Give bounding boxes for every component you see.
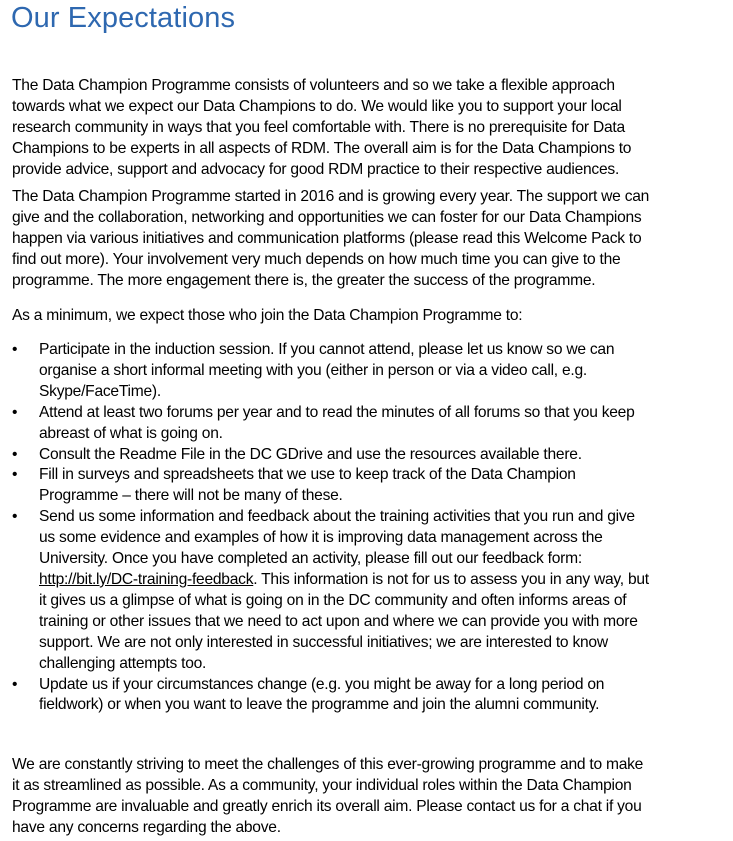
text-line: Skype/FaceTime). bbox=[39, 382, 161, 400]
text-line: Champions to be experts in all aspects of RDM. The overall aim is for the Data Champions to bbox=[12, 139, 632, 157]
text-line: research community in ways that you feel comfortable with. There is no prerequisite for Data bbox=[12, 118, 625, 136]
text-line: Participate in the induction session. If you cannot attend, please let us know so we can bbox=[39, 341, 615, 358]
bullet-icon: • bbox=[12, 675, 18, 693]
text-line: support. We are not only interested in successful initiatives; we are interested to know bbox=[39, 633, 608, 651]
text-line: The Data Champion Programme started in 2016 and is growing every year. The support we can bbox=[12, 188, 650, 205]
bullet-icon: • bbox=[12, 445, 18, 463]
text-line: provide advice, support and advocacy for good RDM practice to their respective audiences. bbox=[12, 160, 620, 178]
text-line: Consult the Readme File in the DC GDrive and use the resources available there. bbox=[39, 445, 582, 463]
bullet-icon: • bbox=[12, 403, 18, 421]
paragraph-closing bbox=[12, 755, 733, 839]
text-line: give and the collaboration, networking and opportunities we can foster for our Data Champions bbox=[12, 208, 642, 226]
text-line: us some evidence and examples of how it is improving data management across the bbox=[39, 529, 603, 547]
text-line: towards what we expect our Data Champions to do. We would like you to support your local bbox=[12, 97, 622, 115]
text-fragment: . This information is not for us to assess you in any way, but bbox=[253, 570, 649, 588]
text-line: Programme are invaluable and greatly enrich its overall aim. Please contact us for a chat if you bbox=[12, 797, 642, 815]
text-line: The Data Champion Programme consists of volunteers and so we take a flexible approach bbox=[12, 77, 615, 94]
text-line: challenging attempts too. bbox=[39, 654, 207, 672]
text-line: Attend at least two forums per year and to read the minutes of all forums so that you keep bbox=[39, 403, 635, 421]
list-item bbox=[0, 340, 649, 403]
text-line: organise a short informal meeting with you (either in person or via a video call, e.g. bbox=[39, 361, 587, 379]
text-line: Update us if your circumstances change (e.g. you might be away for a long period on bbox=[39, 675, 605, 693]
text-line: find out more). Your involvement very much depends on how much time you can give to the bbox=[12, 250, 621, 268]
bullet-icon: • bbox=[12, 508, 18, 526]
paragraph-intro bbox=[12, 76, 733, 181]
text-line: happen via various initiatives and communication platforms (please read this Welcome Pack to bbox=[12, 229, 642, 247]
bullet-icon: • bbox=[12, 466, 18, 484]
text-line: it as streamlined as possible. As a community, your individual roles within the Data Champion bbox=[12, 776, 632, 794]
text-line: fieldwork) or when you want to leave the programme and join the alumni community. bbox=[39, 696, 600, 714]
text-line: programme. The more engagement there is, the greater the success of the programme. bbox=[12, 271, 596, 289]
text-line: training or other issues that we need to act upon and where we can provide you with more bbox=[39, 612, 638, 630]
paragraph-history bbox=[12, 187, 733, 292]
list-intro bbox=[12, 306, 733, 327]
text-line: Programme – there will not be many of these. bbox=[39, 487, 343, 505]
bullet-icon: • bbox=[12, 341, 18, 358]
text-line: As a minimum, we expect those who join the Data Champion Programme to: bbox=[12, 307, 523, 324]
text-line bbox=[39, 570, 649, 591]
text-line: abreast of what is going on. bbox=[39, 424, 223, 442]
text-line: Send us some information and feedback about the training activities that you run and give bbox=[39, 508, 635, 526]
list-item bbox=[0, 465, 649, 507]
text-line: it gives us a glimpse of what is going on in the DC community and often informs areas of bbox=[39, 591, 627, 609]
feedback-form-link[interactable]: http://bit.ly/DC-training-feedback bbox=[39, 570, 254, 588]
list-item bbox=[0, 507, 649, 674]
page-title: Our Expectations bbox=[11, 2, 236, 34]
list-item bbox=[0, 445, 649, 466]
text-line: We are constantly striving to meet the challenges of this ever-growing programme and to make bbox=[12, 756, 644, 773]
expectations-list bbox=[0, 340, 649, 716]
text-line: University. Once you have completed an activity, please fill out our feedback form: bbox=[39, 550, 582, 568]
list-item bbox=[0, 675, 649, 717]
text-line: Fill in surveys and spreadsheets that we use to keep track of the Data Champion bbox=[39, 466, 576, 484]
list-item bbox=[0, 403, 649, 445]
text-line: have any concerns regarding the above. bbox=[12, 818, 281, 836]
